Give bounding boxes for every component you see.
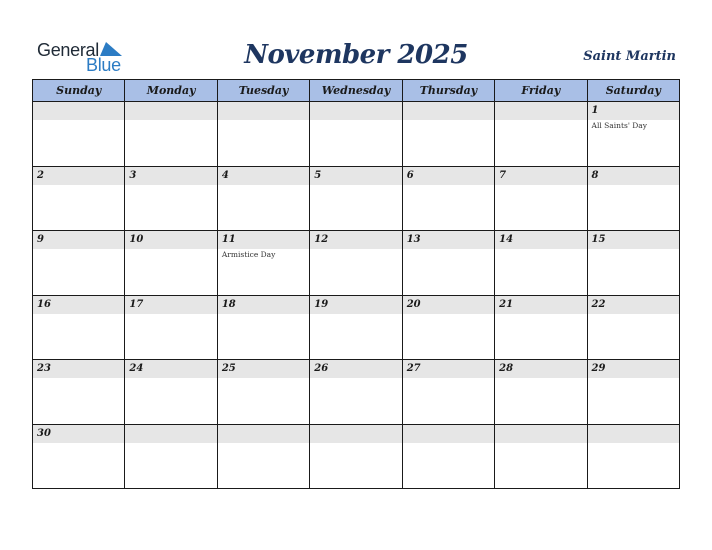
holiday-label: All Saints' Day xyxy=(591,121,647,130)
day-number-bar xyxy=(33,102,124,120)
day-number: 25 xyxy=(221,363,236,374)
day-number-bar xyxy=(495,296,586,314)
day-cell[interactable] xyxy=(310,231,402,296)
day-number-bar xyxy=(218,167,309,185)
holiday-label xyxy=(125,185,216,186)
day-cell[interactable] xyxy=(217,424,309,489)
holiday-label xyxy=(33,185,124,186)
day-number: 18 xyxy=(221,298,236,310)
holiday-label xyxy=(33,378,124,379)
day-number-bar xyxy=(218,425,309,443)
day-number-bar xyxy=(403,296,494,314)
day-number: 4 xyxy=(221,169,229,181)
holiday-label xyxy=(218,314,309,315)
holiday-label xyxy=(495,120,586,121)
day-cell[interactable] xyxy=(33,166,125,231)
day-cell[interactable] xyxy=(125,166,217,231)
holiday-label xyxy=(588,249,679,250)
day-number: 29 xyxy=(591,363,606,374)
day-number-bar xyxy=(33,360,124,378)
day-cell[interactable] xyxy=(587,295,679,360)
day-cell[interactable] xyxy=(310,295,402,360)
holiday-label xyxy=(403,378,494,379)
day-number-bar xyxy=(125,425,216,443)
day-number-bar xyxy=(588,296,679,314)
day-number-bar xyxy=(310,167,401,185)
calendar-grid xyxy=(32,79,680,489)
holiday-label xyxy=(33,443,124,444)
holiday-label xyxy=(495,185,586,186)
day-cell[interactable] xyxy=(217,231,309,296)
holiday-label xyxy=(588,314,679,315)
day-cell[interactable] xyxy=(125,424,217,489)
weekday-header: Monday xyxy=(125,80,217,102)
day-number-bar xyxy=(403,102,494,120)
holiday-label xyxy=(218,120,309,121)
day-number-bar xyxy=(125,296,216,314)
week-row xyxy=(33,166,680,231)
country-name: Saint Martin xyxy=(583,49,676,64)
day-cell[interactable] xyxy=(125,360,217,425)
day-cell[interactable] xyxy=(587,231,679,296)
day-cell[interactable] xyxy=(125,231,217,296)
day-number-bar xyxy=(403,167,494,185)
day-number: 12 xyxy=(314,234,329,245)
week-row xyxy=(33,231,680,296)
day-number-bar xyxy=(495,231,586,249)
day-number-bar xyxy=(218,102,309,120)
holiday-label xyxy=(310,378,401,379)
day-cell[interactable] xyxy=(310,424,402,489)
holiday-label xyxy=(125,249,216,250)
day-number-bar xyxy=(495,425,586,443)
day-cell[interactable] xyxy=(217,360,309,425)
holiday-label xyxy=(495,378,586,379)
holiday-label xyxy=(125,314,216,315)
day-number-bar xyxy=(218,231,309,249)
holiday-label xyxy=(403,314,494,315)
weekday-header: Sunday xyxy=(33,80,125,102)
day-cell[interactable] xyxy=(217,166,309,231)
holiday-label xyxy=(588,185,679,186)
day-number-bar xyxy=(310,296,401,314)
holiday-label xyxy=(403,249,494,250)
day-cell[interactable] xyxy=(402,295,494,360)
day-number: 6 xyxy=(406,169,414,181)
holiday-label xyxy=(495,314,586,315)
holiday-label xyxy=(33,120,124,121)
weekday-header: Wednesday xyxy=(310,80,402,102)
day-number: 2 xyxy=(37,169,44,181)
day-number-bar xyxy=(310,360,401,378)
calendar-title: November 2025 xyxy=(244,40,468,70)
holiday-label xyxy=(33,314,124,315)
holiday-label xyxy=(588,443,679,444)
day-number-bar xyxy=(125,360,216,378)
day-number: 27 xyxy=(406,363,421,374)
day-number-bar xyxy=(495,167,586,185)
day-cell[interactable] xyxy=(33,231,125,296)
week-row xyxy=(33,295,680,360)
holiday-label xyxy=(310,120,401,121)
day-number-bar xyxy=(33,425,124,443)
day-cell[interactable] xyxy=(33,102,125,167)
holiday-label xyxy=(218,185,309,186)
day-number: 9 xyxy=(37,234,44,245)
day-number: 30 xyxy=(37,427,51,439)
holiday-label xyxy=(403,185,494,186)
holiday-label xyxy=(125,443,216,444)
logo-text-blue: Blue xyxy=(86,55,121,75)
week-row xyxy=(33,102,680,167)
day-cell[interactable] xyxy=(495,424,587,489)
day-cell[interactable] xyxy=(217,102,309,167)
day-cell[interactable] xyxy=(402,424,494,489)
day-number: 15 xyxy=(591,234,606,245)
day-number: 16 xyxy=(37,298,51,310)
day-number: 20 xyxy=(406,298,421,310)
day-number-bar xyxy=(403,360,494,378)
holiday-label xyxy=(588,378,679,379)
day-number-bar xyxy=(588,360,679,378)
day-cell[interactable] xyxy=(217,295,309,360)
day-number-bar xyxy=(218,296,309,314)
day-cell[interactable] xyxy=(587,166,679,231)
holiday-label xyxy=(33,249,124,250)
weekday-header: Saturday xyxy=(587,80,679,102)
day-cell[interactable] xyxy=(402,102,494,167)
weekday-header: Thursday xyxy=(402,80,494,102)
day-cell[interactable] xyxy=(587,102,679,167)
day-number-bar xyxy=(125,167,216,185)
weekday-header-row xyxy=(33,80,680,102)
day-number: 14 xyxy=(499,234,514,245)
day-cell[interactable] xyxy=(495,360,587,425)
day-number-bar xyxy=(403,425,494,443)
day-cell[interactable] xyxy=(402,360,494,425)
day-number-bar xyxy=(588,425,679,443)
day-cell[interactable] xyxy=(495,166,587,231)
day-number: 17 xyxy=(129,298,144,310)
day-number: 23 xyxy=(37,363,51,374)
day-number: 11 xyxy=(221,234,236,245)
day-number-bar xyxy=(218,360,309,378)
day-number-bar xyxy=(310,425,401,443)
day-cell[interactable] xyxy=(310,166,402,231)
day-cell[interactable] xyxy=(587,360,679,425)
day-number-bar xyxy=(125,231,216,249)
day-number: 13 xyxy=(406,234,421,245)
day-cell[interactable] xyxy=(402,166,494,231)
holiday-label xyxy=(310,249,401,250)
day-number: 19 xyxy=(314,298,329,310)
holiday-label xyxy=(125,378,216,379)
day-cell[interactable] xyxy=(495,102,587,167)
holiday-label xyxy=(310,443,401,444)
weekday-header: Friday xyxy=(495,80,587,102)
day-number: 5 xyxy=(314,169,322,181)
day-cell[interactable] xyxy=(125,295,217,360)
day-number: 26 xyxy=(314,363,329,374)
day-number: 1 xyxy=(591,105,599,116)
day-cell[interactable] xyxy=(587,424,679,489)
day-number: 24 xyxy=(129,363,144,374)
day-cell[interactable] xyxy=(495,295,587,360)
day-cell[interactable] xyxy=(310,102,402,167)
day-number-bar xyxy=(588,102,679,120)
day-number-bar xyxy=(33,231,124,249)
day-number-bar xyxy=(125,102,216,120)
day-number: 22 xyxy=(591,298,606,310)
day-number-bar xyxy=(310,231,401,249)
day-number-bar xyxy=(495,102,586,120)
holiday-label: Armistice Day xyxy=(221,250,276,259)
weekday-header: Tuesday xyxy=(217,80,309,102)
holiday-label xyxy=(495,249,586,250)
day-number-bar xyxy=(33,296,124,314)
logo-text-general: General xyxy=(37,40,99,60)
day-cell[interactable] xyxy=(33,424,125,489)
holiday-label xyxy=(403,120,494,121)
day-cell[interactable] xyxy=(33,295,125,360)
holiday-label xyxy=(218,378,309,379)
holiday-label xyxy=(125,120,216,121)
day-number: 8 xyxy=(591,169,599,181)
day-number: 7 xyxy=(499,169,507,181)
day-cell[interactable] xyxy=(402,231,494,296)
holiday-label xyxy=(218,443,309,444)
day-number-bar xyxy=(495,360,586,378)
day-cell[interactable] xyxy=(495,231,587,296)
holiday-label xyxy=(310,185,401,186)
day-number-bar xyxy=(588,231,679,249)
week-row xyxy=(33,360,680,425)
day-number-bar xyxy=(588,167,679,185)
day-cell[interactable] xyxy=(310,360,402,425)
day-number-bar xyxy=(33,167,124,185)
day-cell[interactable] xyxy=(33,360,125,425)
day-cell[interactable] xyxy=(125,102,217,167)
week-row xyxy=(33,424,680,489)
day-number: 3 xyxy=(129,169,137,181)
holiday-label xyxy=(403,443,494,444)
holiday-label xyxy=(310,314,401,315)
day-number: 28 xyxy=(499,363,514,374)
day-number: 21 xyxy=(499,298,514,310)
day-number-bar xyxy=(310,102,401,120)
day-number: 10 xyxy=(129,234,144,245)
day-number-bar xyxy=(403,231,494,249)
holiday-label xyxy=(495,443,586,444)
